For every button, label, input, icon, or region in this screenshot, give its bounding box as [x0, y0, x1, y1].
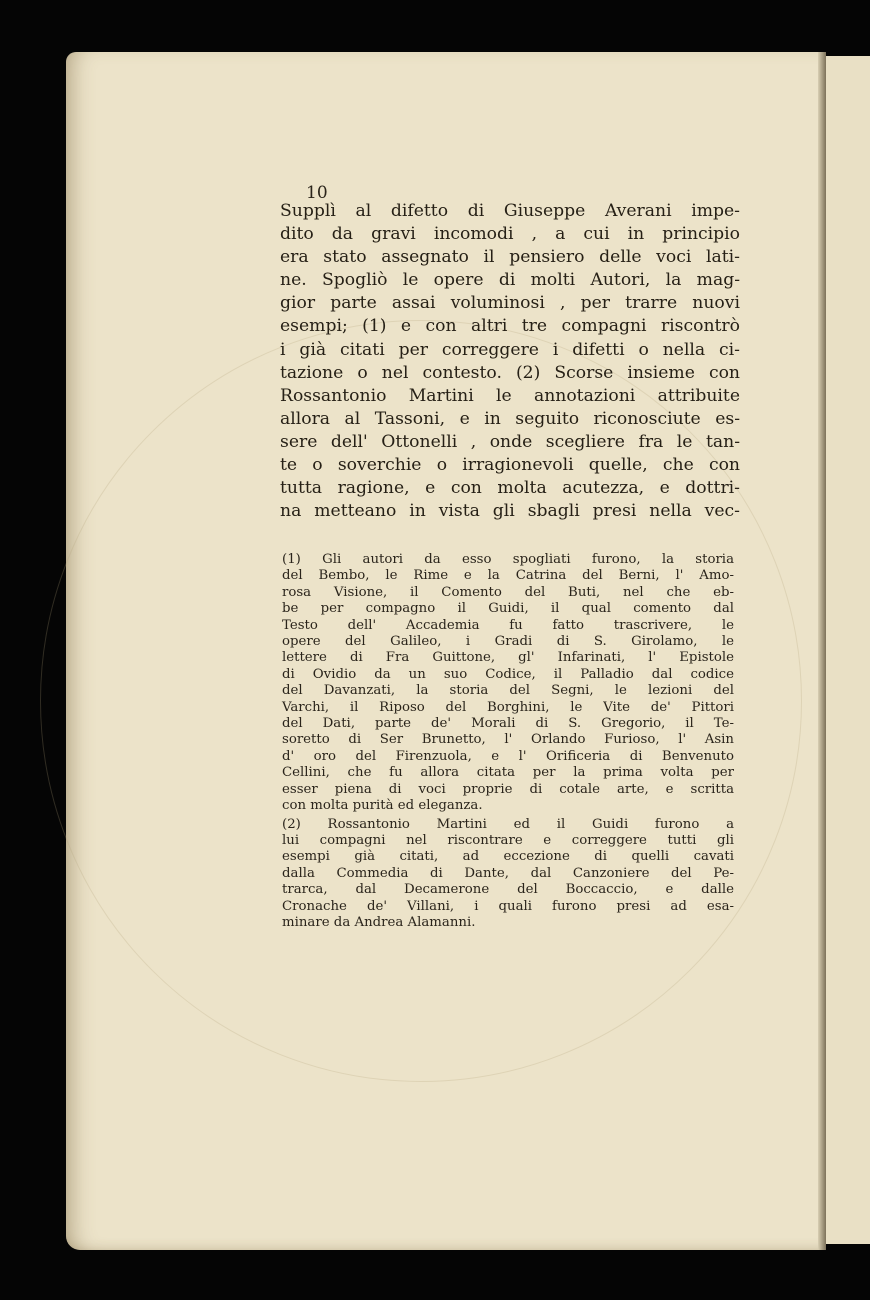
- footnote-line: be per compagno il Guidi, il qual comento dal: [282, 601, 734, 617]
- footnote-line: soretto di Ser Brunetto, l' Orlando Furioso, l' Asin: [282, 732, 734, 748]
- text-line: Rossantonio Martini le annotazioni attribuite: [280, 385, 740, 406]
- text-line: Supplì al difetto di Giuseppe Averani impe-: [280, 201, 740, 221]
- footnote-line: di Ovidio da un suo Codice, il Palladio dal codice: [282, 666, 734, 682]
- footnote-line: d' oro del Firenzuola, e l' Orificeria di Benvenuto: [282, 748, 734, 764]
- text-line: allora al Tassoni, e in seguito riconosciute es-: [280, 408, 740, 429]
- text-line: tazione o nel contesto. (2) Scorse insieme con: [280, 362, 740, 383]
- footnote-line: rosa Visione, il Comento del Buti, nel che eb-: [282, 584, 734, 600]
- footnote-line: con molta purità ed eleganza.: [282, 798, 483, 814]
- page-number: 10: [306, 183, 328, 203]
- footnote-line: Testo dell' Accademia fu fatto trascrivere, le: [282, 617, 734, 633]
- footnote-line: lettere di Fra Guittone, gl' Infarinati, l' Epistole: [282, 650, 734, 666]
- footnote-line: dalla Commedia di Dante, dal Canzoniere del Pe-: [282, 865, 734, 881]
- footnote-line: del Dati, parte de' Morali di S. Gregorio, il Te-: [282, 716, 734, 732]
- footnote-line: Cronache de' Villani, i quali furono presi ad esa-: [282, 898, 734, 914]
- text-line: esempi; (1) e con altri tre compagni riscontrò: [280, 316, 740, 337]
- footnote-line: del Davanzati, la storia del Segni, le lezioni del: [282, 683, 734, 699]
- footnotes: [282, 552, 734, 931]
- footnote-line: lui compagni nel riscontrare e correggere tutti gli: [282, 832, 734, 848]
- text-line: era stato assegnato il pensiero delle voci lati-: [280, 247, 740, 268]
- main-text: [280, 200, 740, 523]
- footnote-line: (1) Gli autori da esso spogliati furono, la storia: [282, 552, 734, 567]
- footnote-line: (2) Rossantonio Martini ed il Guidi furono a: [282, 816, 734, 832]
- text-line: i già citati per correggere i difetti o nella ci-: [280, 339, 740, 360]
- text-line: dito da gravi incomodi , a cui in principio: [280, 224, 740, 245]
- footnote-1: [282, 552, 734, 815]
- text-line: ne. Spogliò le opere di molti Autori, la mag-: [280, 270, 740, 291]
- footnote-line: opere del Galileo, i Gradi di S. Girolamo, le: [282, 634, 734, 650]
- text-line: sere dell' Ottonelli , onde scegliere fra le tan-: [280, 431, 740, 452]
- book-gutter: [818, 52, 826, 1250]
- text-line: tutta ragione, e con molta acutezza, e dottri-: [280, 478, 740, 499]
- footnote-line: Cellini, che fu allora citata per la prima volta per: [282, 765, 734, 781]
- footnote-line: trarca, dal Decamerone del Boccaccio, e dalle: [282, 882, 734, 898]
- text-line: na metteano in vista gli sbagli presi nella vec-: [280, 501, 740, 522]
- next-page-edge: [826, 56, 870, 1244]
- footnote-line: del Bembo, le Rime e la Catrina del Berni, l' Amo-: [282, 568, 734, 584]
- footnote-line: esempi già citati, ad eccezione di quelli cavati: [282, 849, 734, 865]
- text-line: te o soverchie o irragionevoli quelle, che con: [280, 455, 740, 476]
- footnote-line: minare da Andrea Alamanni.: [282, 914, 476, 930]
- footnote-line: Varchi, il Riposo del Borghini, le Vite de' Pittori: [282, 699, 734, 715]
- text-line: gior parte assai voluminosi , per trarre nuovi: [280, 293, 740, 314]
- footnote-line: esser piena di voci proprie di cotale arte, e scritta: [282, 781, 734, 797]
- footnote-2: [282, 817, 734, 932]
